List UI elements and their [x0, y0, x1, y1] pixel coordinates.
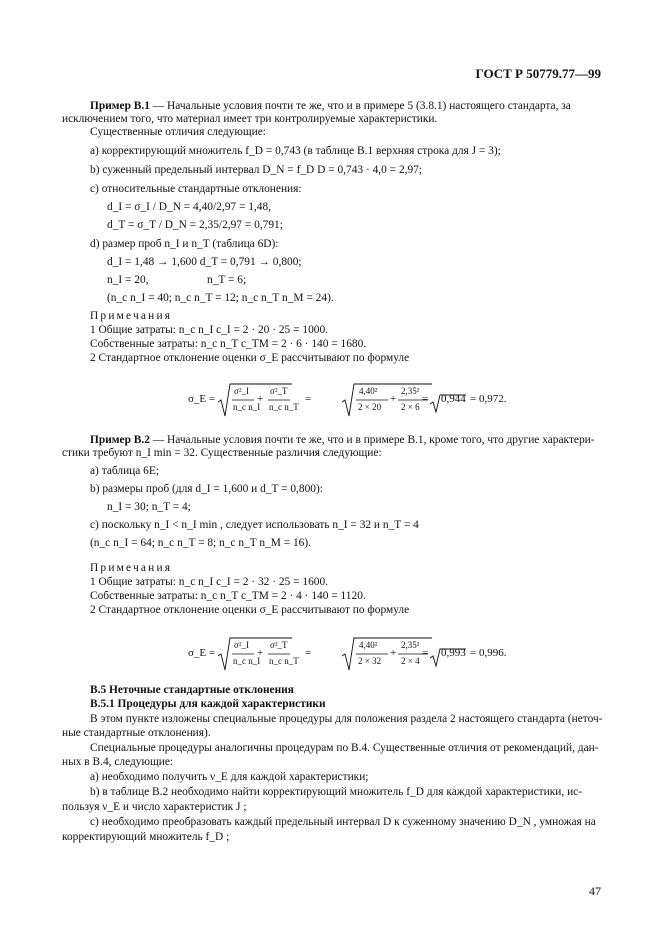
formula-eq: =	[305, 647, 312, 659]
example1-lead	[90, 99, 571, 113]
section-heading: В.5 Неточные стандартные отклонения	[90, 684, 294, 696]
example1-notes-title: Примечания	[90, 310, 173, 322]
b5-item-c1: с) необходимо преобразовать каждый предельный интервал D к суженному значению D_N , умножая на	[90, 816, 596, 828]
example1-c-eq1: d_I = σ_I / D_N = 4,40/2,97 = 1,48,	[107, 201, 271, 213]
example2-formula-radicals	[188, 636, 478, 674]
example1-d-eq2b: n_T = 6;	[207, 274, 247, 286]
formula-n1: 4,40²	[359, 386, 378, 396]
formula-lhs: σ_E =	[188, 647, 216, 659]
formula-root: 0,944	[441, 393, 466, 405]
example1-formula-radicals	[188, 382, 478, 420]
example2-note1: 1 Общие затраты: n_c n_I c_I = 2 · 32 · 25 = 1600.	[90, 576, 329, 588]
example2-title: Пример В.2	[90, 434, 150, 446]
page-number: 47	[589, 884, 601, 898]
formula-plus: +	[257, 393, 264, 405]
example2-b-eq: n_I = 30; n_T = 4;	[107, 501, 191, 513]
example1-item-c: с) относительные стандартные отклонения:	[90, 183, 302, 195]
example2-note2: 2 Стандартное отклонение оценки σ_E рассчитывают по формуле	[90, 604, 410, 616]
example2-item-a: а) таблица 6Е;	[90, 465, 159, 477]
formula-num2: σ²_T	[270, 386, 288, 396]
b5-item-b1: b) в таблице В.2 необходимо найти корректирующий множитель f_D для каждой характеристики, ис-	[90, 786, 583, 798]
section-subheading: В.5.1 Процедуры для каждой характеристики	[90, 698, 326, 710]
b5-p2-line2: ных в В.4, следующие:	[62, 756, 174, 768]
example1-formula	[188, 382, 507, 420]
example2-item-b: b) размеры проб (для d_I = 1,600 и d_T = 0,800):	[90, 483, 323, 495]
example1-item-a: а) корректирующий множитель f_D = 0,743 (в таблице В.1 верхняя строка для J = 3);	[90, 145, 501, 157]
example2-notes-title: Примечания	[90, 562, 173, 574]
formula-plus: +	[257, 647, 264, 659]
b5-item-a: а) необходимо получить ν_E для каждой характеристики;	[90, 771, 369, 783]
example2-c-eq: (n_c n_I = 64; n_c n_T = 8; n_c n_T n_M = 16).	[90, 537, 312, 549]
formula-eq2: =	[422, 647, 429, 659]
formula-root: 0,993	[441, 647, 466, 659]
b5-p2-line1: Специальные процедуры аналогичны процедурам по В.4. Существенные отличия от рекомендаций, дан-	[90, 742, 599, 754]
formula-num2: σ²_T	[270, 640, 288, 650]
formula-n2: 2,35²	[401, 640, 420, 650]
example1-d-eq1: d_I = 1,48 → 1,600 d_T = 0,791 → 0,800;	[107, 256, 302, 268]
b5-p1-line1: В этом пункте изложены специальные процедуры для положения раздела 2 настоящего стандарта (неточ-	[90, 713, 603, 725]
formula-eq: =	[305, 393, 312, 405]
formula-d2: 2 × 6	[401, 402, 420, 412]
example1-note1: 1 Общие затраты: n_c n_I c_I = 2 · 20 · 25 = 1000.	[90, 324, 329, 336]
formula-num1: σ²_I	[234, 640, 250, 650]
formula-plus2: +	[390, 647, 397, 659]
example1-item-d: d) размер проб n_I и n_T (таблица 6D):	[90, 238, 279, 250]
formula-result: = 0,996.	[470, 647, 507, 659]
example1-lead-text: — Начальные условия почти те же, что и в примере 5 (3.8.1) настоящего стандарта, за	[149, 100, 571, 112]
formula-den1: n_c n_I	[233, 656, 261, 666]
formula-result: = 0,972.	[470, 393, 507, 405]
formula-den2: n_c n_T	[269, 656, 299, 666]
example2-note1b: Собственные затраты: n_c n_T c_TM = 2 · 4 · 140 = 1120.	[90, 590, 366, 602]
example1-d-eq2a: n_I = 20,	[107, 274, 149, 286]
formula-den2: n_c n_T	[269, 402, 299, 412]
example1-note2: 2 Стандартное отклонение оценки σ_E рассчитывают по формуле	[90, 352, 410, 364]
formula-eq2: =	[422, 393, 429, 405]
example1-c-eq2: d_T = σ_T / D_N = 2,35/2,97 = 0,791;	[107, 219, 283, 231]
example1-note1b: Собственные затраты: n_c n_T c_TM = 2 · 6 · 140 = 1680.	[90, 338, 367, 350]
example1-lead-line2: исключением того, что материал имеет три контролируемые характеристики.	[62, 113, 438, 125]
example2-lead	[90, 433, 595, 447]
formula-n1: 4,40²	[359, 640, 378, 650]
formula-den1: n_c n_I	[233, 402, 261, 412]
example1-title: Пример В.1	[90, 100, 150, 112]
b5-item-b2: пользуя ν_E и число характеристик J ;	[62, 801, 247, 813]
example2-formula	[188, 636, 507, 674]
formula-plus2: +	[390, 393, 397, 405]
example1-diffs-intro: Существенные отличия следующие:	[90, 126, 266, 138]
example2-lead-text: — Начальные условия почти те же, что и в примере В.1, кроме того, что другие характери-	[149, 434, 595, 446]
formula-d2: 2 × 4	[401, 656, 420, 666]
formula-d1: 2 × 20	[358, 402, 382, 412]
example2-item-c: с) поскольку n_I < n_I min , следует использовать n_I = 32 и n_T = 4	[90, 519, 419, 531]
formula-n2: 2,35²	[401, 386, 420, 396]
formula-num1: σ²_I	[234, 386, 250, 396]
b5-item-c2: корректирующий множитель f_D ;	[62, 831, 230, 843]
b5-p1-line2: ные стандартные отклонения).	[62, 727, 211, 739]
example2-lead-line2: стики требуют n_I min = 32. Существенные различия следующие:	[62, 447, 382, 459]
document-header: ГОСТ Р 50779.77—99	[475, 66, 601, 81]
example1-d-eq3: (n_c n_I = 40; n_c n_T = 12; n_c n_T n_M = 24).	[107, 292, 334, 304]
example1-item-b: b) суженный предельный интервал D_N = f_D D = 0,743 · 4,0 = 2,97;	[90, 164, 423, 176]
formula-d1: 2 × 32	[358, 656, 382, 666]
formula-lhs: σ_E =	[188, 393, 216, 405]
